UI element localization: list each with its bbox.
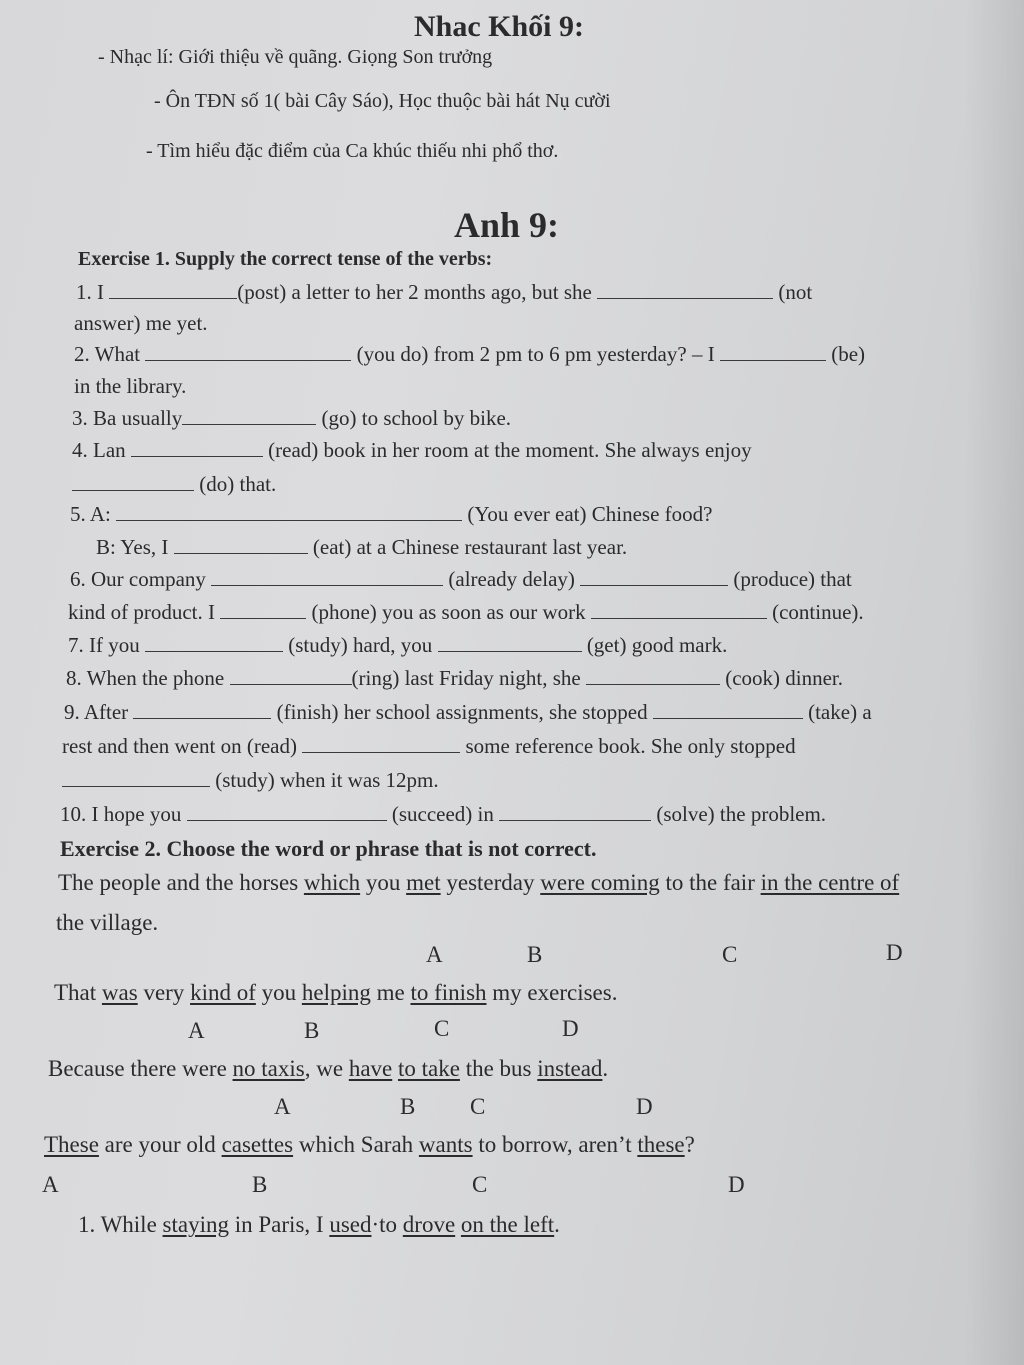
music-item-2: - Ôn TĐN số 1( bài Cây Sáo), Học thuộc bài hát Nụ cười <box>154 90 611 112</box>
music-item-3: - Tìm hiểu đặc điểm của Ca khúc thiếu nhi phổ thơ. <box>146 140 559 162</box>
question-10: 10. I hope you (succeed) in (solve) the problem. <box>60 802 827 826</box>
ex2-sentence-4: These are your old casettes which Sarah wants to borrow, aren’t these? <box>44 1132 695 1157</box>
music-title: Nhac Khối 9: <box>414 10 585 43</box>
ex2-sentence-3: Because there were no taxis, we have to take the bus instead. <box>48 1056 609 1081</box>
option-a: A <box>188 1018 205 1043</box>
option-c: C <box>434 1016 450 1041</box>
question-6-cont: kind of product. I (phone) you as soon as our work (continue). <box>68 600 864 624</box>
question-9-cont: rest and then went on (read) some reference book. She only stopped <box>62 734 796 758</box>
exercise1-heading: Exercise 1. Supply the correct tense of the verbs: <box>78 248 493 270</box>
option-d: D <box>562 1016 579 1041</box>
option-a: A <box>426 942 443 967</box>
question-7: 7. If you (study) hard, you (get) good mark. <box>68 633 728 657</box>
exercise2-heading: Exercise 2. Choose the word or phrase that is not correct. <box>60 836 597 861</box>
option-d: D <box>886 940 903 965</box>
option-d: D <box>728 1172 745 1197</box>
option-b: B <box>304 1018 320 1043</box>
question-8: 8. When the phone (ring) last Friday night, she (cook) dinner. <box>66 666 844 690</box>
ex2-sentence-5: 1. While staying in Paris, I used·to drove on the left. <box>78 1212 560 1237</box>
question-4-cont: (do) that. <box>72 472 276 497</box>
option-c: C <box>472 1172 488 1197</box>
option-c: C <box>722 942 738 967</box>
option-b: B <box>252 1172 268 1197</box>
question-1: 1. I (post) a letter to her 2 months ago, but she (not <box>76 280 813 304</box>
question-5-cont: B: Yes, I (eat) at a Chinese restaurant last year. <box>96 535 628 559</box>
question-3: 3. Ba usually (go) to school by bike. <box>72 406 512 430</box>
question-5: 5. A: (You ever eat) Chinese food? <box>70 502 713 526</box>
ex2-sentence-1-cont: the village. <box>56 910 159 935</box>
ex2-sentence-1: The people and the horses which you met yesterday were coming to the fair in the centre of <box>58 870 900 895</box>
music-item-1: - Nhạc lí: Giới thiệu về quãng. Giọng Son trưởng <box>98 46 493 68</box>
ex2-sentence-2: That was very kind of you helping me to finish my exercises. <box>54 980 618 1005</box>
question-9: 9. After (finish) her school assignments, she stopped (take) a <box>64 700 872 724</box>
english-title: Anh 9: <box>454 205 560 245</box>
question-6: 6. Our company (already delay) (produce) that <box>70 567 852 591</box>
option-b: B <box>400 1094 416 1119</box>
question-4: 4. Lan (read) book in her room at the moment. She always enjoy <box>72 438 752 462</box>
option-c: C <box>470 1094 486 1119</box>
option-d: D <box>636 1094 653 1119</box>
option-a: A <box>42 1172 59 1197</box>
option-b: B <box>527 942 543 967</box>
question-9-cont2: (study) when it was 12pm. <box>62 768 439 793</box>
question-2: 2. What (you do) from 2 pm to 6 pm yesterday? – I (be) <box>74 342 866 366</box>
option-a: A <box>274 1094 291 1119</box>
question-1-cont: answer) me yet. <box>74 311 208 335</box>
question-2-cont: in the library. <box>74 374 187 398</box>
page-shadow <box>964 0 1024 1365</box>
